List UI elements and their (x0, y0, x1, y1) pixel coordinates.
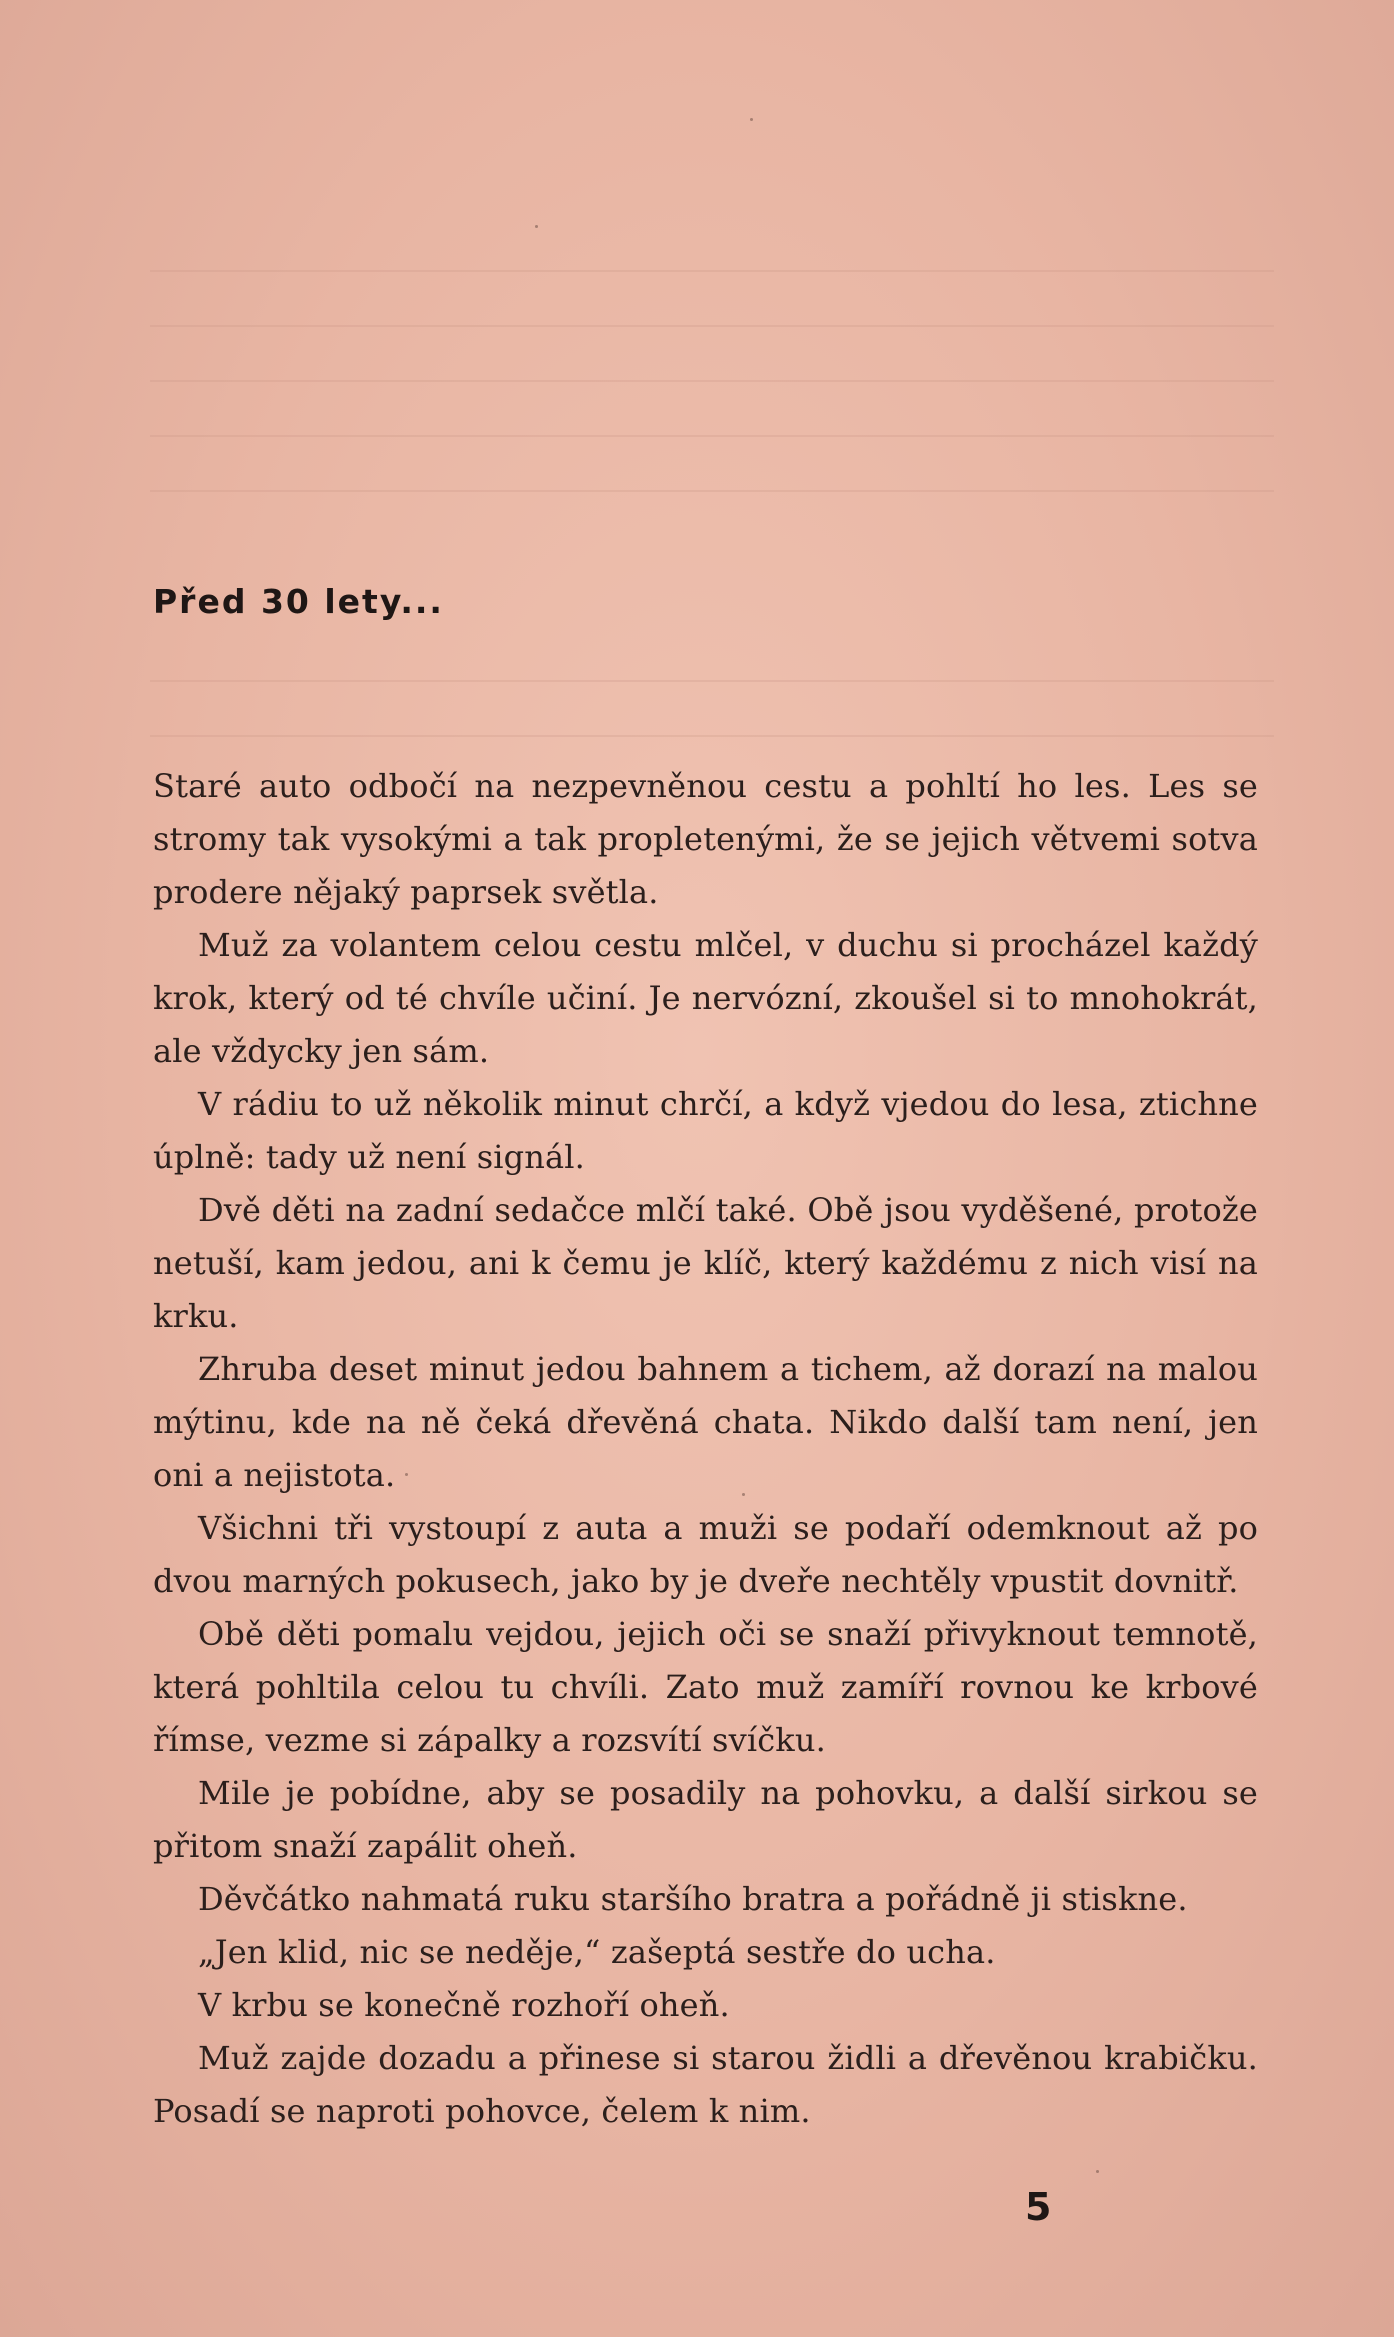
bleed-through-line (150, 735, 1274, 737)
paper-speck (1096, 2170, 1099, 2173)
bleed-through-line (150, 380, 1274, 382)
paragraph: V rádiu to už několik minut chrčí, a když vjedou do lesa, ztichne úplně: tady už není signál. (153, 1085, 1258, 1176)
bleed-through-line (150, 270, 1274, 272)
paragraph: Mile je pobídne, aby se posadily na pohovku, a další sirkou se přitom snaží zapálit oheň. (153, 1774, 1258, 1865)
bleed-through-line (150, 680, 1274, 682)
paragraph: Obě děti pomalu vejdou, jejich oči se snaží přivyknout temnotě, která pohltila celou tu chvíli. Zato muž zamíří rovnou ke krbové římse, vezme si zápalky a rozsvítí svíčku. (153, 1615, 1258, 1759)
paragraph: Muž zajde dozadu a přinese si starou židli a dřevěnou krabičku. Posadí se naproti pohovce, čelem k nim. (153, 2039, 1258, 2130)
paragraph: V krbu se konečně rozhoří oheň. (198, 1986, 730, 2024)
body-text (153, 760, 1258, 2138)
paper-speck (535, 225, 538, 228)
bleed-through-line (150, 325, 1274, 327)
paragraph: Zhruba deset minut jedou bahnem a tichem, až dorazí na malou mýtinu, kde na ně čeká dřevěná chata. Nikdo další tam není, jen oni a nejistota. (153, 1350, 1258, 1494)
chapter-heading: Před 30 lety... (153, 582, 444, 621)
page-number: 5 (1025, 2185, 1052, 2229)
paragraph: Všichni tři vystoupí z auta a muži se podaří odemknout až po dvou marných pokusech, jako by je dveře nechtěly vpustit dovnitř. (153, 1509, 1258, 1600)
paragraph: „Jen klid, nic se neděje,“ zašeptá sestře do ucha. (198, 1933, 996, 1971)
paper-speck (750, 118, 753, 121)
paragraph: Děvčátko nahmatá ruku staršího bratra a pořádně ji stiskne. (198, 1880, 1188, 1918)
paragraph: Dvě děti na zadní sedačce mlčí také. Obě jsou vyděšené, protože netuší, kam jedou, ani k čemu je klíč, který každému z nich visí na krku. (153, 1191, 1258, 1335)
paragraph: Staré auto odbočí na nezpevněnou cestu a pohltí ho les. Les se stromy tak vysokými a tak propletenými, že se jejich větvemi sotva prodere nějaký paprsek světla. (153, 767, 1258, 911)
paragraph: Muž za volantem celou cestu mlčel, v duchu si procházel každý krok, který od té chvíle učiní. Je nervózní, zkoušel si to mnohokrát, ale vždycky jen sám. (153, 926, 1258, 1070)
bleed-through-line (150, 490, 1274, 492)
bleed-through-line (150, 435, 1274, 437)
